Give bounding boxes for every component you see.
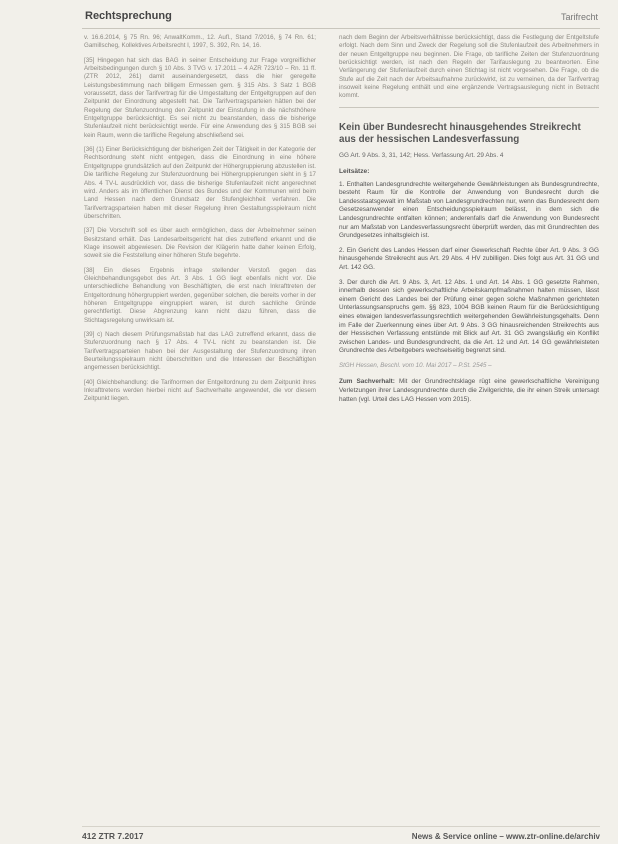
right-column [339,34,599,410]
footer-link[interactable]: News & Service online – www.ztr-online.de/archiv [411,832,600,841]
paragraph-38: [38] Ein dieses Ergebnis infrage stellender Verstoß gegen das Gleichbehandlungsgebot des Art. 3 Abs. 1 GG liegt ebenfalls nicht vor. Die unterschiedliche Behandlung von Beschäftigten, die erst nach Inkrafttreten der Entgeltordnung höhergruppiert werden, gegenüber solchen, die bereits vorher in der höheren Entgeltgruppe eingruppiert waren, ist durch sachliche Gründe gerechtfertigt. Diese Abgrenzung kann nicht dazu führen, dass die Stichtagsregelung unwirksam ist. [84,266,316,324]
header-rule [82,28,600,29]
paragraph-39: [39] c) Nach diesem Prüfungsmaßstab hat das LAG zutreffend erkannt, dass die Stufenzuordnung nach § 17 Abs. 4 TV-L nicht zu beanstanden ist. Die Tarifvertragsparteien haben bei der Ausgestaltung der Stufenzuordnung ihren Beurteilungsspielraum nicht überschritten und die Interessen der Beschäftigten angemessen berücksichtigt. [84,331,316,372]
guideline-3: 3. Der durch die Art. 9 Abs. 3, Art. 12 Abs. 1 und Art. 14 Abs. 1 GG gesetzte Rahmen, innerhalb dessen sich gewerkschaftliche Arbeitskampfmaßnahmen halten müssen, lässt einem Gericht des Landes bei der Prüfung einer gegen solche Maßnahmen gerichteten Unterlassungsanspruchs gem. §§ 823, 1004 BGB keinen Raum für die Berücksichtigung eines etwaigen landesverfassungsrechtlich weitergehenden Gewährleistungsgehalts. Denn im Falle der Zuerkennung eines über Art. 9 Abs. 3 GG hinausreichenden Streikrechts aus der Hessischen Verfassung entstünde mit Blick auf Art. 31 GG zwangsläufig ein Konflikt zwischen Landes- und Bundesgrundrecht, da die Art. 12 und Art. 14 GG gewährleisteten Grundrechte des Arbeitgebers wechselseitig begrenzt sind. [339,278,599,355]
facts-paragraph [339,378,599,404]
paragraph-35: [35] Hingegen hat sich das BAG in seiner Entscheidung zur Frage vorgreiflicher Arbeitsbedingungen durch § 10 Abs. 3 TVG v. 17.2011 – 4 AZR 723/10 – Rn. 11 ff. (ZTR 2012, 261) damit auseinandergesetzt, dass die hier geregelte Leistungsbestimmung nach billigem Ermessen gem. § 315 Abs. 3 Satz 1 BGB voraussetzt, dass der Tarifvertrag für die Umgestaltung der Entgeltgruppen auf den Zeitpunkt der Einordnung abgestellt hat. Die Tarifvertragsparteien hätten bei der Regelung der Stufenzuordnung den Zeitpunkt der Einstufung in die nächsthöhere Entgeltgruppe berücksichtigt. Es sei nicht zu beanstanden, dass die bisherige Stufenlaufzeit nicht berücksichtigt werde. Für eine Anwendung des § 315 BGB sei kein Raum, wenn die tarifliche Regelung abschließend sei. [84,56,316,139]
guideline-2: 2. Ein Gericht des Landes Hessen darf einer Gewerkschaft Rechte über Art. 9 Abs. 3 GG hinausgehende Streikrecht aus Art. 29 Abs. 4 HV zubilligen. Dies folgt aus Art. 31 GG und Art. 142 GG. [339,246,599,272]
page-number: 412 ZTR 7.2017 [82,831,144,841]
right-intro: nach dem Beginn der Arbeitsverhältnisse berücksichtigt, dass die Festlegung der Entgeltstufe erfolgt. Nach dem Sinn und Zweck der Regelung soll die Stufenlaufzeit des Arbeitnehmers in der neuen Entgeltgruppe neu beginnen. Die Frage, ob tarifliche Zeiten der Stufenzuordnung berücksichtigt werden, ist nach den Regeln der Tarifauslegung zu beantworten. Eine Verlängerung der Stufenlaufzeit durch einen Stichtag ist nicht vorgesehen. Die Frage, ob die Stufe auf die Zeit nach der Arbeitsaufnahme zurückwirkt, ist zu verneinen, da der Tarifvertrag insoweit keine Regelung enthält und eine ergänzende Vertragsauslegung nicht in Betracht kommt. [339,34,599,100]
divider [339,107,599,108]
decision-norms: GG Art. 9 Abs. 3, 31, 142; Hess. Verfassung Art. 29 Abs. 4 [339,151,504,159]
decision-title: Kein über Bundesrecht hinausgehendes Streikrecht aus der hessischen Landesverfassung [339,121,581,145]
paragraph-36: [36] (1) Einer Berücksichtigung der bisherigen Zeit der Tätigkeit in der Kategorie der Rechtsordnung steht nicht entgegen, dass die Einordnung in eine höhere Entgeltgruppe grundsätzlich auf den Zeitpunkt der Höhergruppierung abzustellen ist. Die tarifliche Regelung zur Stufenzuordnung bei Höhergruppierungen sieht in § 17 Abs. 4 TV-L ausdrücklich vor, dass die bisherige Stufenlaufzeit nicht angerechnet wird. Anders als im öffentlichen Dienst des Bundes und der Kommunen wird beim Land Hessen nach dem Grundsatz der Stufengleichheit verfahren. Die Tarifvertragsparteien haben mit dieser Regelung ihren Gestaltungsspielraum nicht überschritten. [84,146,316,220]
section-category: Tarifrecht [560,12,598,22]
paragraph-40: [40] Gleichbehandlung: die Tarifnormen der Entgeltordnung zu dem Zeitpunkt ihres Inkrafttretens werden hierbei nicht auf Sachverhalte angewendet, die vor diesem Zeitpunkt liegen. [84,378,316,403]
facts-keyword: Zum Sachverhalt: [339,378,395,386]
left-intro: v. 16.6.2014, § 75 Rn. 96; AnwaltKomm., 12. Aufl., Stand 7/2016, § 74 Rn. 61; Gamillscheg, Kollektives Arbeitsrecht I, 1997, S. 392, Rn. 14, 16. [84,34,316,50]
decision-citation: StGH Hessen, Beschl. vom 10. Mai 2017 – P.St. 2545 – [339,361,492,369]
guideline-1: 1. Enthalten Landesgrundrechte weitergehende Gewährleistungen als Bundesgrundrechte, besteht Raum für die Kontrolle der Anwendung von Bundesrecht durch die Landesstaatsgewalt im Maßstab von Landesgrundrechten nur, wenn das Bundesrecht dem Gesetzesanwender einen Entscheidungsspielraum belässt, in dem sich die Landesgrundrechte entfalten können; anderenfalls darf die Anwendung von Bundesrecht nur am Maßstab von Landesverfassungsrecht überprüft werden, das mit Grundrechten des Grundgesetzes inhaltsgleich ist. [339,180,599,240]
section-title: Rechtsprechung [85,10,172,22]
guidelines-heading: Leitsätze: [339,168,370,176]
footer-rule [82,826,600,827]
paragraph-37: [37] Die Vorschrift soll es über auch ermöglichen, dass der Arbeitnehmer seinen Besitzstand erhält. Das Landesarbeitsgericht hat dies zutreffend erkannt und die Klage insoweit abgewiesen. Die Revision der Klägerin hatte daher keinen Erfolg, soweit sie die Feststellung einer höheren Stufe begehrte. [84,227,316,260]
facts-text: Mit der Grundrechtsklage rügt eine gewerkschaftliche Vereinigung Verletzungen ihrer Landesgrundrechte durch die Zivilgerichte, die ihr einen Streik untersagt hatten (vgl. Urteil des LAG Hessen vom 2015). [339,378,600,403]
left-column [84,34,316,410]
